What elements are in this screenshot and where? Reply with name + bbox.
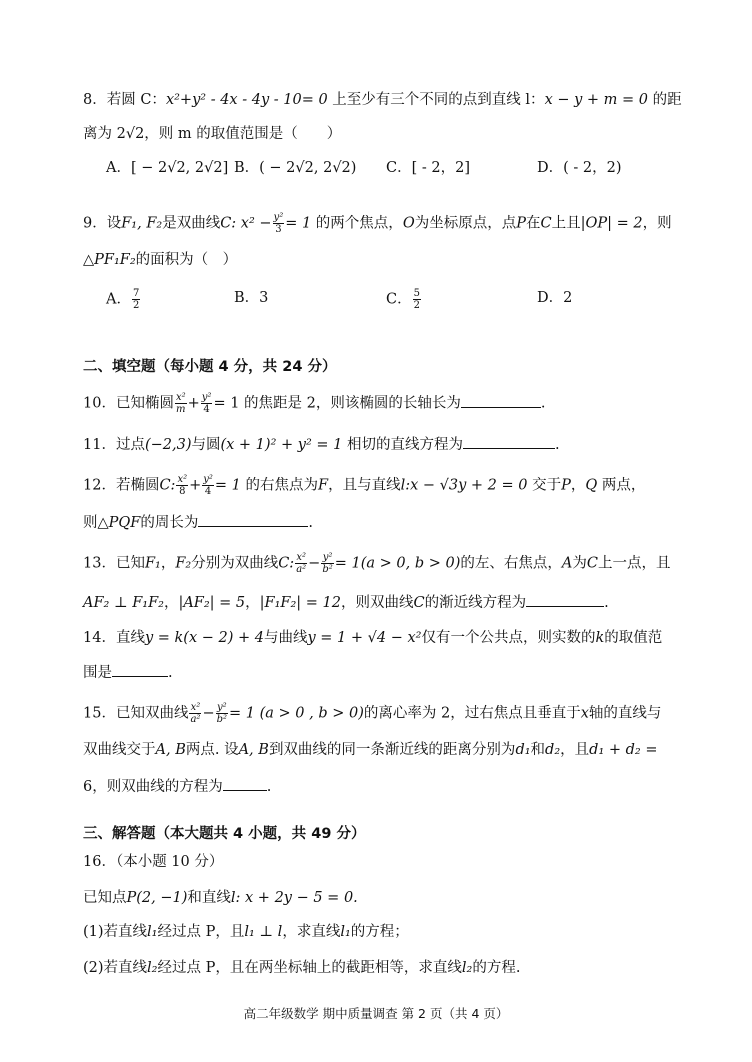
q16-part1: (1)若直线l₁经过点 P，且l₁ ⊥ l，求直线l₁的方程； xyxy=(83,924,409,940)
answer-blank[interactable] xyxy=(461,393,541,408)
q11-line: 11．过点(−2,3)与圆(x + 1)² + y² = 1 相切的直线方程为 . xyxy=(83,434,722,455)
q12-line2: 则△PQF的周长为 . xyxy=(83,512,722,533)
q8-line1: 8．若圆 C：x²+y² - 4x - 4y - 10= 0 上至少有三个不同的点到直线 l：x − y + m = 0 的距 xyxy=(83,92,682,108)
q8-option-b: B．( − 2√2, 2√2) xyxy=(234,160,357,176)
q15-line2: 双曲线交于A, B两点. 设A, B到双曲线的同一条渐近线的距离分别为d₁和d₂，且d₁ + d₂ = xyxy=(83,742,658,758)
q9-option-a: A． $\frac{7}{2}$ xyxy=(106,288,140,311)
q8-line2: 离为 2√2，则 m 的取值范围是（ ） xyxy=(83,126,342,142)
fraction: $\frac{\text{x²}}{m}$ xyxy=(175,392,186,415)
q8-option-a: A．[ − 2√2, 2√2] xyxy=(106,160,229,176)
q10-line: 10．已知椭圆 $\frac{\text{x²}}{m}$ + $\frac{\text{y²}}{4}$ = 1 的焦距是 2，则该椭圆的长轴长为 . xyxy=(83,392,546,415)
page-footer: 高二年级数学 期中质量调查 第 2 页（共 4 页） xyxy=(243,1006,509,1021)
q13-line1: 13．已知F₁，F₂分别为双曲线C: $\frac{\text{x²}}{\text{a²}}$ − $\frac{\text{y²}}{\text{b²}}$ = 1(a > 0, b > 0)的左、右焦点，A为C上一点，且 xyxy=(83,552,671,575)
fraction: $\frac{\text{y²}}{4}$ xyxy=(201,392,212,415)
q8-options xyxy=(106,158,722,178)
q14-line2: 围是 . xyxy=(83,662,722,683)
q9-option-c: C． $\frac{5}{2}$ xyxy=(386,288,420,311)
q15-line3: 6，则双曲线的方程为 . xyxy=(83,776,722,797)
fraction: $\frac{\text{x²}}{\text{a²}}$ xyxy=(190,702,201,725)
answer-blank[interactable] xyxy=(198,512,308,527)
answer-blank[interactable] xyxy=(112,662,168,677)
fraction: $\frac{\text{x²}}{8}$ xyxy=(177,474,188,497)
q15-line1: 15．已知双曲线 $\frac{\text{x²}}{\text{a²}}$ − $\frac{\text{y²}}{\text{b²}}$ = 1 (a > 0 , b > 0)的离心率为 2，过右焦点且垂直于x轴的直线与 xyxy=(83,702,662,725)
q9-line1: 9．设F₁, F₂是双曲线C: x² − $\frac{\text{y²}}{3}$ = 1 的两个焦点，O为坐标原点，点P在C上且|OP| = 2，则 xyxy=(83,212,672,235)
answer-blank[interactable] xyxy=(526,592,604,607)
q14-line1: 14．直线y = k(x − 2) + 4与曲线y = 1 + √4 − x²仅有一个公共点，则实数的k的取值范 xyxy=(83,630,663,646)
q8-option-d: D．( - 2，2) xyxy=(537,160,622,176)
q9-line2: △PF₁F₂的面积为（ ） xyxy=(83,252,238,268)
q16-given: 已知点P(2, −1)和直线l: x + 2y − 5 = 0. xyxy=(83,890,358,906)
q12-line1: 12．若椭圆C: $\frac{\text{x²}}{8}$ + $\frac{\text{y²}}{4}$ = 1 的右焦点为F，且与直线l:x − √3y + 2 = 0 交于P，Q 两点， xyxy=(83,474,646,497)
fraction: $\frac{7}{2}$ xyxy=(132,288,140,311)
q8-option-c: C．[ - 2，2] xyxy=(386,160,470,176)
q9-option-b: B．3 xyxy=(234,290,269,306)
answer-blank[interactable] xyxy=(463,434,555,449)
fraction: $\frac{\text{y²}}{\text{b²}}$ xyxy=(322,552,333,575)
q9-option-d: D．2 xyxy=(537,290,573,306)
fraction: $\frac{\text{y²}}{3}$ xyxy=(273,212,284,235)
section-heading-fill-in: 二、填空题（每小题 4 分，共 24 分） xyxy=(83,359,337,375)
fraction: $\frac{\text{y²}}{\text{b²}}$ xyxy=(216,702,228,725)
fraction: $\frac{\text{y²}}{4}$ xyxy=(203,474,213,497)
q9-options xyxy=(106,288,722,312)
q16-title: 16．（本小题 10 分） xyxy=(83,854,224,870)
q16-part2: (2)若直线l₂经过点 P，且在两坐标轴上的截距相等，求直线l₂的方程. xyxy=(83,960,521,976)
answer-blank[interactable] xyxy=(223,776,267,791)
fraction: $\frac{\text{x²}}{\text{a²}}$ xyxy=(296,552,307,575)
q13-line2: AF₂ ⊥ F₁F₂，|AF₂| = 5，|F₁F₂| = 12，则双曲线C的渐近线方程为 . xyxy=(83,592,722,613)
fraction: $\frac{5}{2}$ xyxy=(413,288,420,311)
section-heading-solve: 三、解答题（本大题共 4 小题，共 49 分） xyxy=(83,826,366,842)
